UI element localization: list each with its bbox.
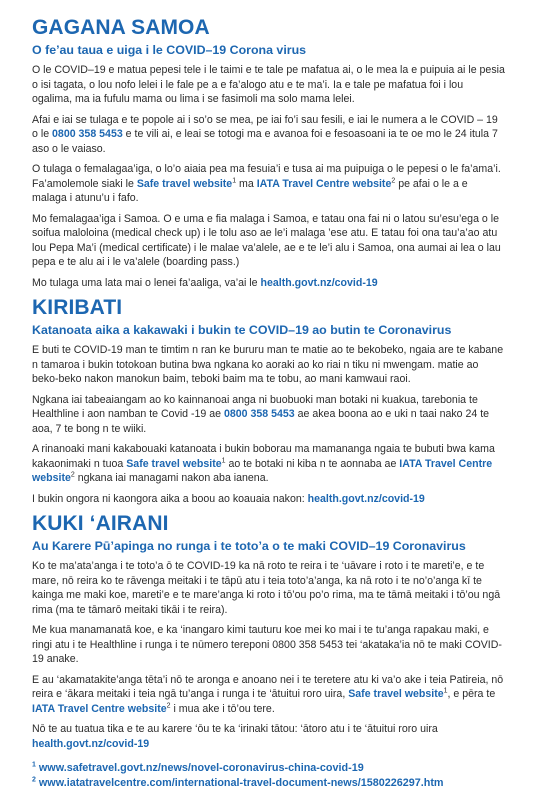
samoa-iata-link[interactable]: IATA Travel Centre website — [256, 177, 392, 190]
footnote-ref-2: 2 — [166, 701, 171, 709]
footnote-ref-2: 2 — [70, 471, 75, 479]
footnote-ref-2: 2 — [391, 176, 396, 184]
samoa-paragraph-2 — [32, 113, 505, 157]
kuki-iata-link[interactable]: IATA Travel Centre website — [32, 702, 167, 715]
kiribati-paragraph-3 — [32, 442, 505, 486]
section-subtitle-samoa: O fe’au taua e uiga i le COVID–19 Corona virus — [32, 43, 307, 57]
kuki-paragraph-3 — [32, 673, 505, 717]
samoa-paragraph-5 — [32, 276, 505, 291]
kiribati-p2-text-b: ae akea boona ao e uki n taai nako 24 te aoa, 7 te bong n te wiiki. — [32, 408, 490, 435]
footnote-2-url[interactable]: www.iatatravelcentre.com/international-travel-document-news/1580226297.htm — [38, 777, 444, 789]
kiribati-healthline-number: 0800 358 5453 — [224, 408, 295, 420]
samoa-paragraph-1: O le COVID–19 e matua pepesi tele i le taimi e te tale pe mafatua ai, o le mea la e puipuia ai le pesia o isi tagata, o lou nofo lelei i le fale pe a e fa’alogo atu e te ma’i. Ia e tale pe mafatua foi i lou ogalima, ma ia fufulu mama ou lima i se fasimoli ma solo mama lelei. — [32, 64, 505, 105]
section-subtitle-kiribati: Katanoata aika a kakawaki i bukin te COVID–19 ao butin te Coronavirus — [32, 323, 452, 337]
footnote-ref-1: 1 — [232, 176, 237, 184]
kiribati-paragraph-1: E buti te COVID-19 man te timtim n ran ke bururu man te matie ao te bekobeko, ngaia are te kabane n tamaroa i bukin totokoan butina bwa ngkana ko aoraki ao ko riai n tiku ni mwengam. matie ao beko-beko nakon manokun baim, teboki baim ma te tobu, ao mani kamwaui raoi. — [32, 344, 504, 385]
kiribati-p3-text-b: ngkana iai managami nakon aba ianena. — [74, 472, 269, 484]
kiribati-paragraph-2 — [32, 393, 505, 437]
samoa-p5-text-a: Mo tulaga uma lata mai o lenei fa’aaliga, va’ai le — [32, 276, 261, 289]
footnotes — [32, 761, 505, 791]
kuki-p3-text-a: E au ‘akamatakite’anga tēta’i nō te aronga e anoano nei i te teretere atu ki va’o ake i teia Patireia, nō reira e ‘ākara meitaki i teia ngā tu’anga i runga i te ‘ātuitui roro uira, — [32, 673, 504, 700]
samoa-paragraph-3 — [32, 162, 505, 206]
footnote-1-url[interactable]: www.safetravel.govt.nz/news/novel-coronavirus-china-covid-19 — [38, 762, 364, 774]
footnote-number-2: 2 — [32, 776, 36, 784]
section-title-kiribati: KIRIBATI — [32, 296, 123, 319]
kiribati-p4-text-a: I bukin ongora ni kaongora aika a boou ao koauaia nakon: — [32, 492, 308, 505]
kiribati-health-link[interactable]: health.govt.nz/covid-19 — [307, 492, 425, 505]
kuki-safe-travel-link[interactable]: Safe travel website — [348, 688, 444, 700]
samoa-p2-text-b: e te vili ai, e leai se totogi ma e avanoa foi e fesoasoani ia te oe mo le 24 itula 7 aso o le vaiaso. — [32, 128, 498, 155]
footnote-1 — [32, 761, 505, 776]
section-title-samoa: GAGANA SAMOA — [32, 16, 210, 39]
section-title-kuki-airani: KUKI ‘AIRANI — [32, 512, 169, 535]
samoa-p3-text-mid: ma — [236, 177, 257, 190]
kuki-p3-text-b: i mua ake i tō’ou tere. — [170, 702, 275, 715]
kuki-health-link[interactable]: health.govt.nz/covid-19 — [32, 737, 150, 750]
samoa-health-link[interactable]: health.govt.nz/covid-19 — [260, 276, 378, 289]
kuki-p3-text-mid: , e pēra te — [447, 688, 496, 700]
footnote-ref-1: 1 — [221, 456, 226, 464]
samoa-healthline-number: 0800 358 5453 — [52, 128, 123, 140]
section-subtitle-kuki-airani: Au Karere Pū’apinga no runga i te toto’a o te maki COVID–19 Coronavirus — [32, 539, 466, 553]
footnote-number-1: 1 — [32, 761, 36, 769]
samoa-safe-travel-link[interactable]: Safe travel website — [136, 177, 233, 190]
samoa-paragraph-4: Mo femalagaa’iga i Samoa. O e uma e fia malaga i Samoa, e tatau ona fai ni o latou su’esu’ega o le soifua maloloina (medical check up) i le tolu aso ae le’i malaga ’ese atu. E tatau foi ona tau’a’ao atu lou Pepa Ma’i (medical certificate) i le malae va’alele, ae e te le’i alu i Samoa, ona aumai ai lea o lau pepa e te alu ai i le va’alele (boarding pass.) — [32, 212, 501, 268]
samoa-p2-text-a: Afai e iai se tulaga e te popole ai i so’o se mea, pe iai fo’i sau fesili, e iai le numera a le COVID – 19 o le — [32, 113, 498, 140]
kuki-paragraph-1: Ko te ma’ata’anga i te toto’a ō te COVID-19 ka nā roto te reira i te ‘uāvare i roto i te mareti’e, e te mare, nō reira ko te rāvenga meitaki i te tāpū atu i teia toto’a’anga, ka nā roto i te no’o’anga kī te kainga me maki koe, mareti’e e te mare’anga ki roto i tō’ou po’o rima, ma te tāmā meitaki i tō’ou ngā rima (ma te tāmarō meitaki tikāi i te reira). — [32, 560, 501, 616]
footnote-ref-1: 1 — [443, 687, 448, 695]
kiribati-p3-text-a: A rinanoaki mani kakabouaki katanoata i bukin boborau ma mamananga ngaia te bubuti bwa kama kakaonimaki n tuoa — [32, 443, 495, 470]
kuki-paragraph-4 — [32, 722, 505, 751]
kuki-paragraph-2: Me kua manamanatā koe, e ka ‘inangaro kimi tauturu koe mei ko mai i te tu’anga rapakau maki, e ringi atu i te Healthline i runga i te nūmero tereponi 0800 358 5453 tei ‘akataka’ia nō te maki COVID-19 anake. — [32, 624, 502, 665]
kiribati-p3-text-mid: ao te botaki ni kiba n te aonnaba ae — [225, 457, 400, 470]
kuki-p4-text-a: Nō te au tuatua tika e te au karere ‘ōu te ka ‘irinaki tātou: ‘ātoro atu i te ‘ātuitui roro uira — [32, 723, 438, 735]
samoa-p3-text-b: pe afai o le a e malaga i atunu’u i fafo. — [32, 177, 468, 204]
kiribati-safe-travel-link[interactable]: Safe travel website — [126, 457, 222, 470]
footnote-2 — [32, 776, 505, 791]
kiribati-p2-text-a: Ngkana iai tabeaiangam ao ko kainnanoai anga ni buobuoki man botaki ni kuakua, tarebonia te Healthline i aon namban te Covid -19 ae — [32, 393, 478, 420]
samoa-p3-text-a: O tulaga o femalagaa’iga, o lo’o aiaia pea ma fesuia’i e tusa ai ma puipuiga o le pepesi o le fa’ama’i. Fa’amolemole siaki le — [32, 163, 501, 190]
kiribati-paragraph-4 — [32, 492, 505, 507]
kiribati-iata-link[interactable]: IATA Travel Centre website — [32, 457, 493, 484]
